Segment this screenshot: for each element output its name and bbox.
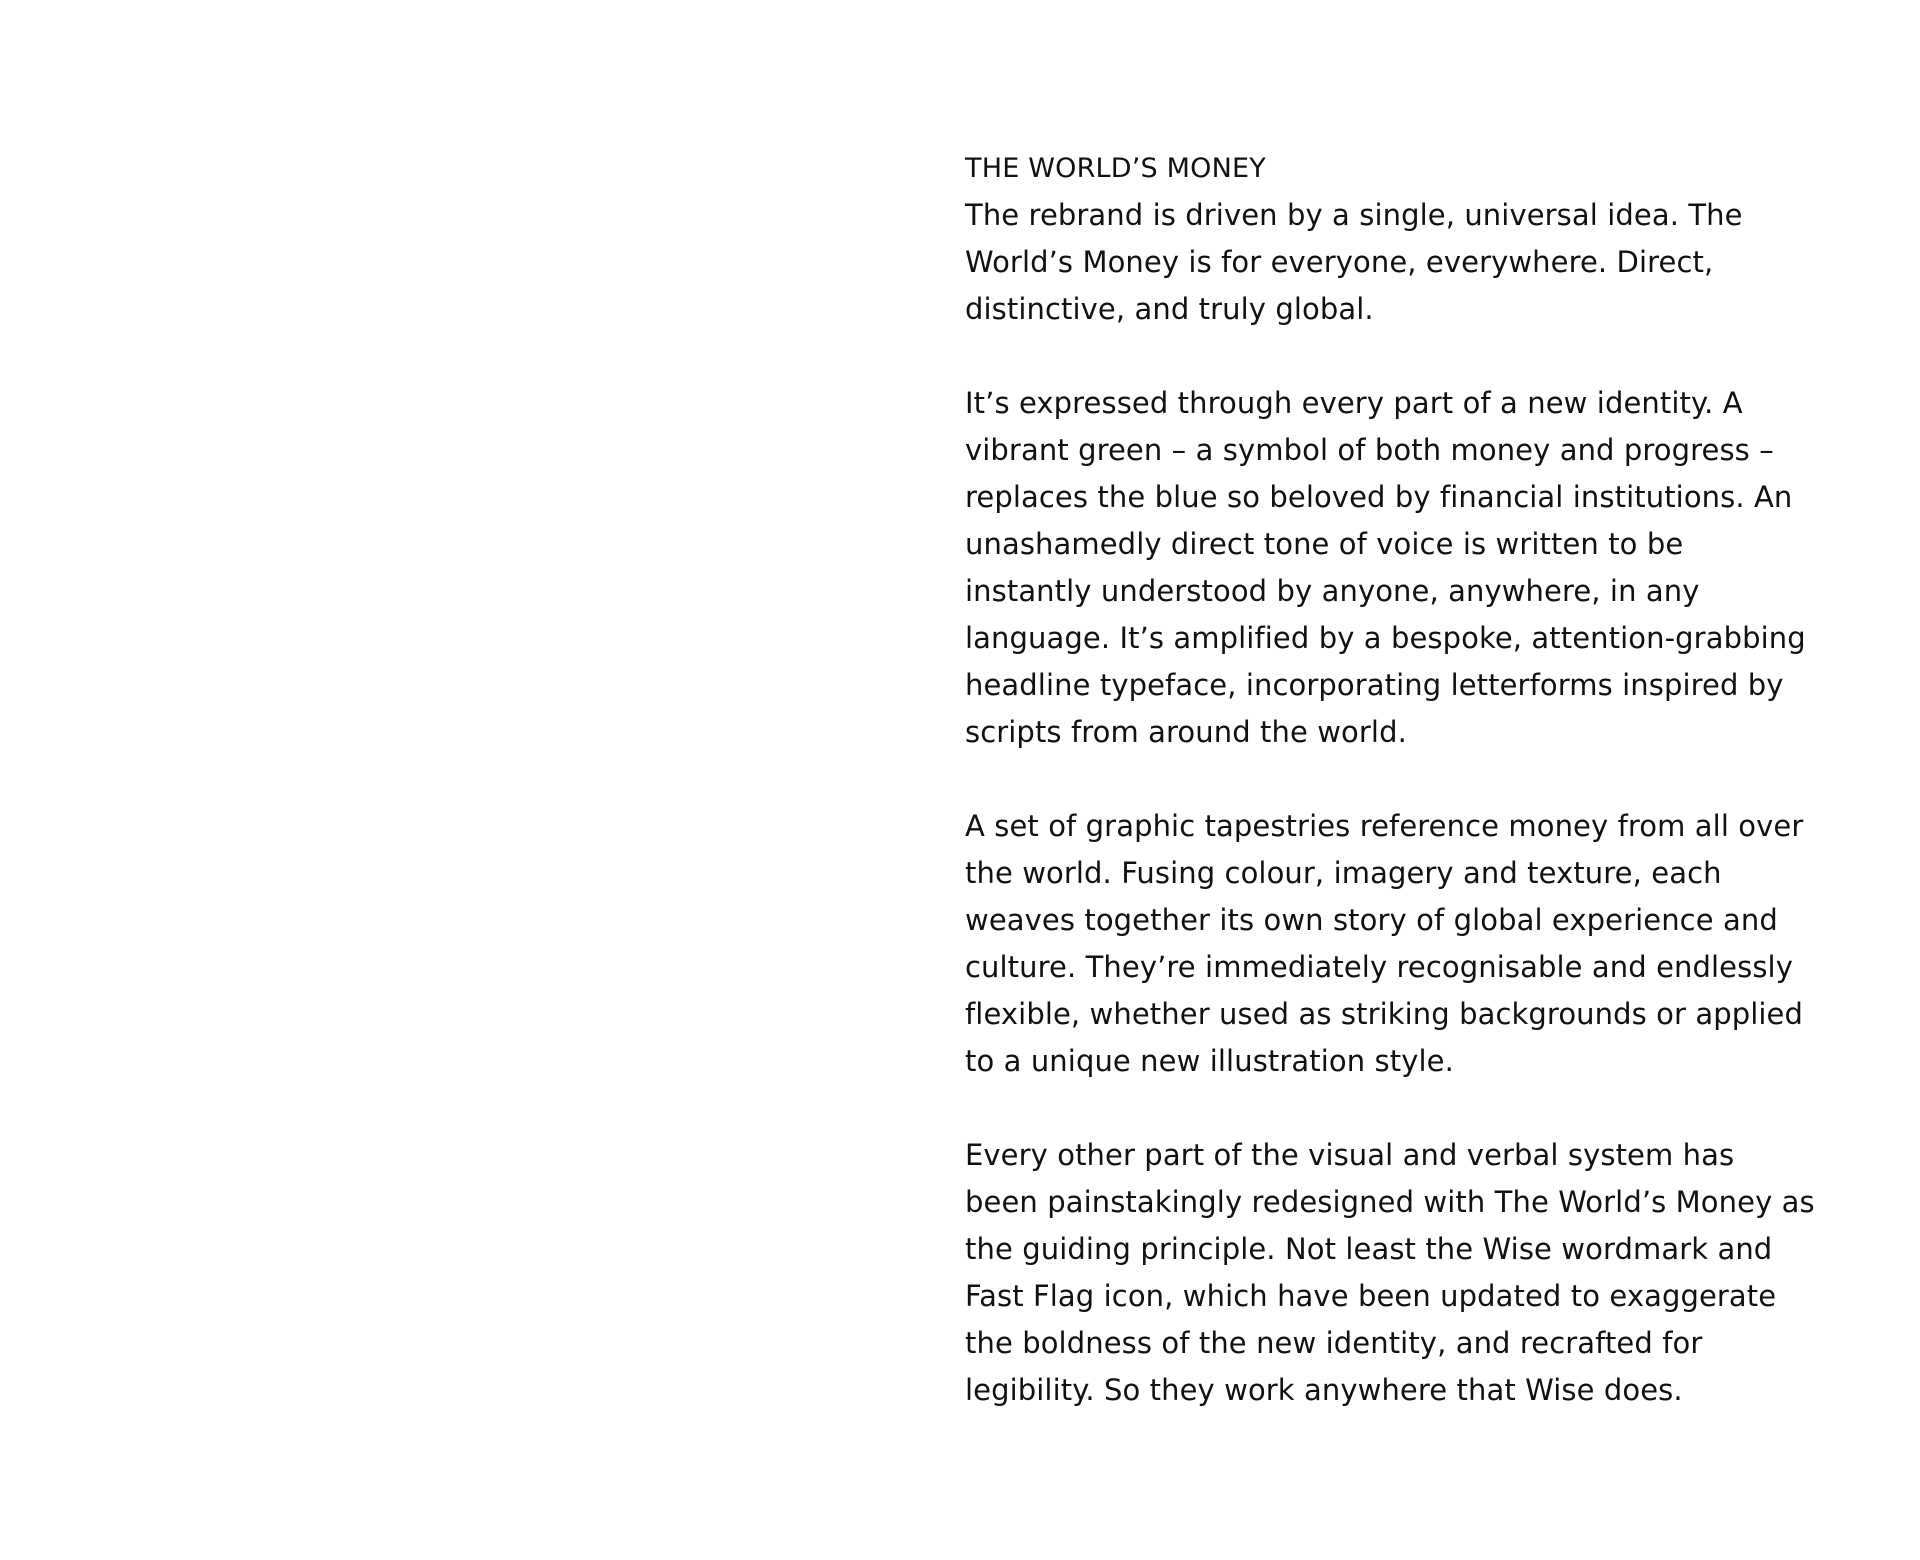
paragraph-identity: It’s expressed through every part of a new identity. A vibrant green – a symbol of both money and progress – replaces the blue so beloved by financial institutions. An unashamedly direct tone of voice is written to be instantly understood by anyone, anywhere, in any language. It’s amplified by a bespoke, attention-grabbing headline typeface, incorporating letterforms inspired by scripts from around the world. xyxy=(965,386,1806,749)
article-section xyxy=(965,145,1815,1414)
section-heading: THE WORLD’S MONEY xyxy=(965,153,1266,184)
paragraph-tapestries: A set of graphic tapestries reference money from all over the world. Fusing colour, imagery and texture, each weaves together its own story of global experience and culture. They’re immediately recognisable and endlessly flexible, whether used as striking backgrounds or applied to a unique new illustration style. xyxy=(965,809,1804,1078)
paragraph-system: Every other part of the visual and verbal system has been painstakingly redesigned with The World’s Money as the guiding principle. Not least the Wise wordmark and Fast Flag icon, which have been updated to exaggerate the boldness of the new identity, and recrafted for legibility. So they work anywhere that Wise does. xyxy=(965,1138,1815,1407)
paragraph-intro: The rebrand is driven by a single, universal idea. The World’s Money is for everyone, everywhere. Direct, distinctive, and truly global. xyxy=(965,198,1743,326)
